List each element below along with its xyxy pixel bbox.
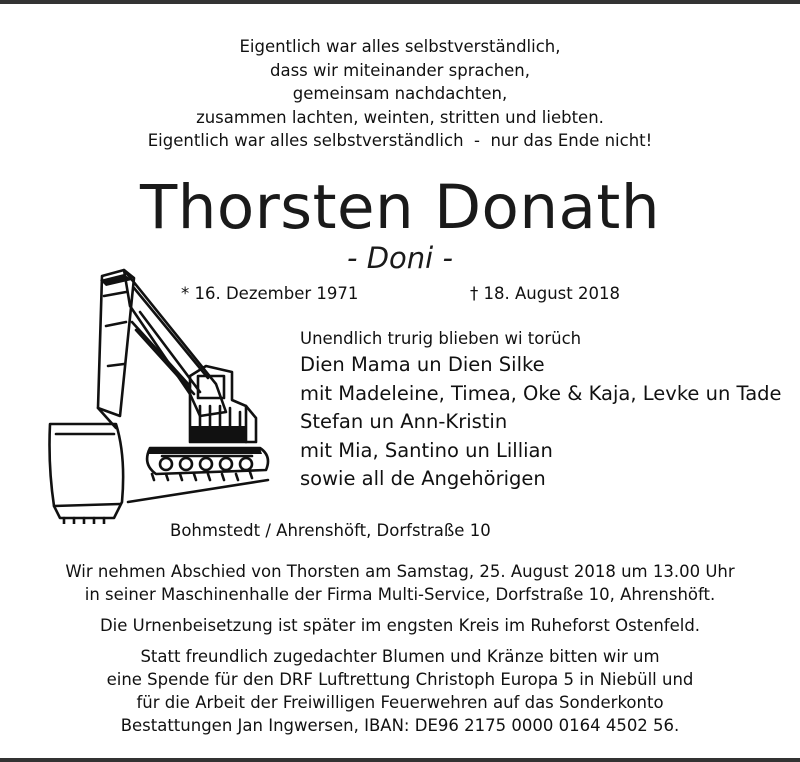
death-date: † 18. August 2018: [470, 284, 620, 303]
mourner-line: mit Madeleine, Timea, Oke & Kaja, Levke un Tade: [300, 381, 782, 405]
mourner-line: Stefan un Ann-Kristin: [300, 410, 508, 433]
top-border: [0, 0, 800, 4]
urn-burial-line: Die Urnenbeisetzung ist später im engsten Kreis im Ruheforst Ostenfeld.: [99, 616, 701, 635]
birth-date: * 16. Dezember 1971: [181, 284, 359, 303]
farewell-line: Wir nehmen Abschied von Thorsten am Samstag, 25. August 2018 um 13.00 Uhr: [65, 562, 735, 581]
donation-line: für die Arbeit der Freiwilligen Feuerwehren auf das Sonderkonto: [136, 693, 664, 712]
poem: [0, 35, 800, 153]
address: Bohmstedt / Ahrenshöft, Dorfstraße 10: [170, 521, 491, 540]
funeral-notice: [0, 560, 800, 737]
deceased-name: Thorsten Donath: [139, 172, 660, 243]
mourner-line: Dien Mama un Dien Silke: [300, 353, 545, 376]
donation-line: eine Spende für den DRF Luftrettung Christoph Europa 5 in Niebüll und: [106, 670, 694, 689]
poem-line: Eigentlich war alles selbstverständlich - nur das Ende nicht!: [147, 131, 653, 150]
excavator-icon: [40, 266, 276, 524]
deceased-nickname: - Doni -: [347, 241, 453, 275]
mourner-line: sowie all de Angehörigen: [300, 467, 546, 490]
mourners: [300, 327, 782, 494]
mourner-line: mit Mia, Santino un Lillian: [300, 438, 553, 462]
mourners-intro: Unendlich trurig blieben wi torüch: [300, 329, 582, 348]
poem-line: dass wir miteinander sprachen,: [269, 60, 531, 80]
spacer: [0, 606, 800, 614]
donation-line: Statt freundlich zugedachter Blumen und Kränze bitten wir um: [140, 647, 660, 666]
farewell-line: in seiner Maschinenhalle der Firma Multi-Service, Dorfstraße 10, Ahrenshöft.: [84, 585, 716, 604]
poem-line: zusammen lachten, weinten, stritten und liebten.: [196, 107, 604, 127]
poem-line: Eigentlich war alles selbstverständlich,: [239, 37, 561, 56]
poem-line: gemeinsam nachdachten,: [292, 84, 508, 103]
spacer: [0, 637, 800, 645]
donation-line: Bestattungen Jan Ingwersen, IBAN: DE96 2175 0000 0164 4502 56.: [120, 716, 680, 735]
bottom-border: [0, 758, 800, 762]
